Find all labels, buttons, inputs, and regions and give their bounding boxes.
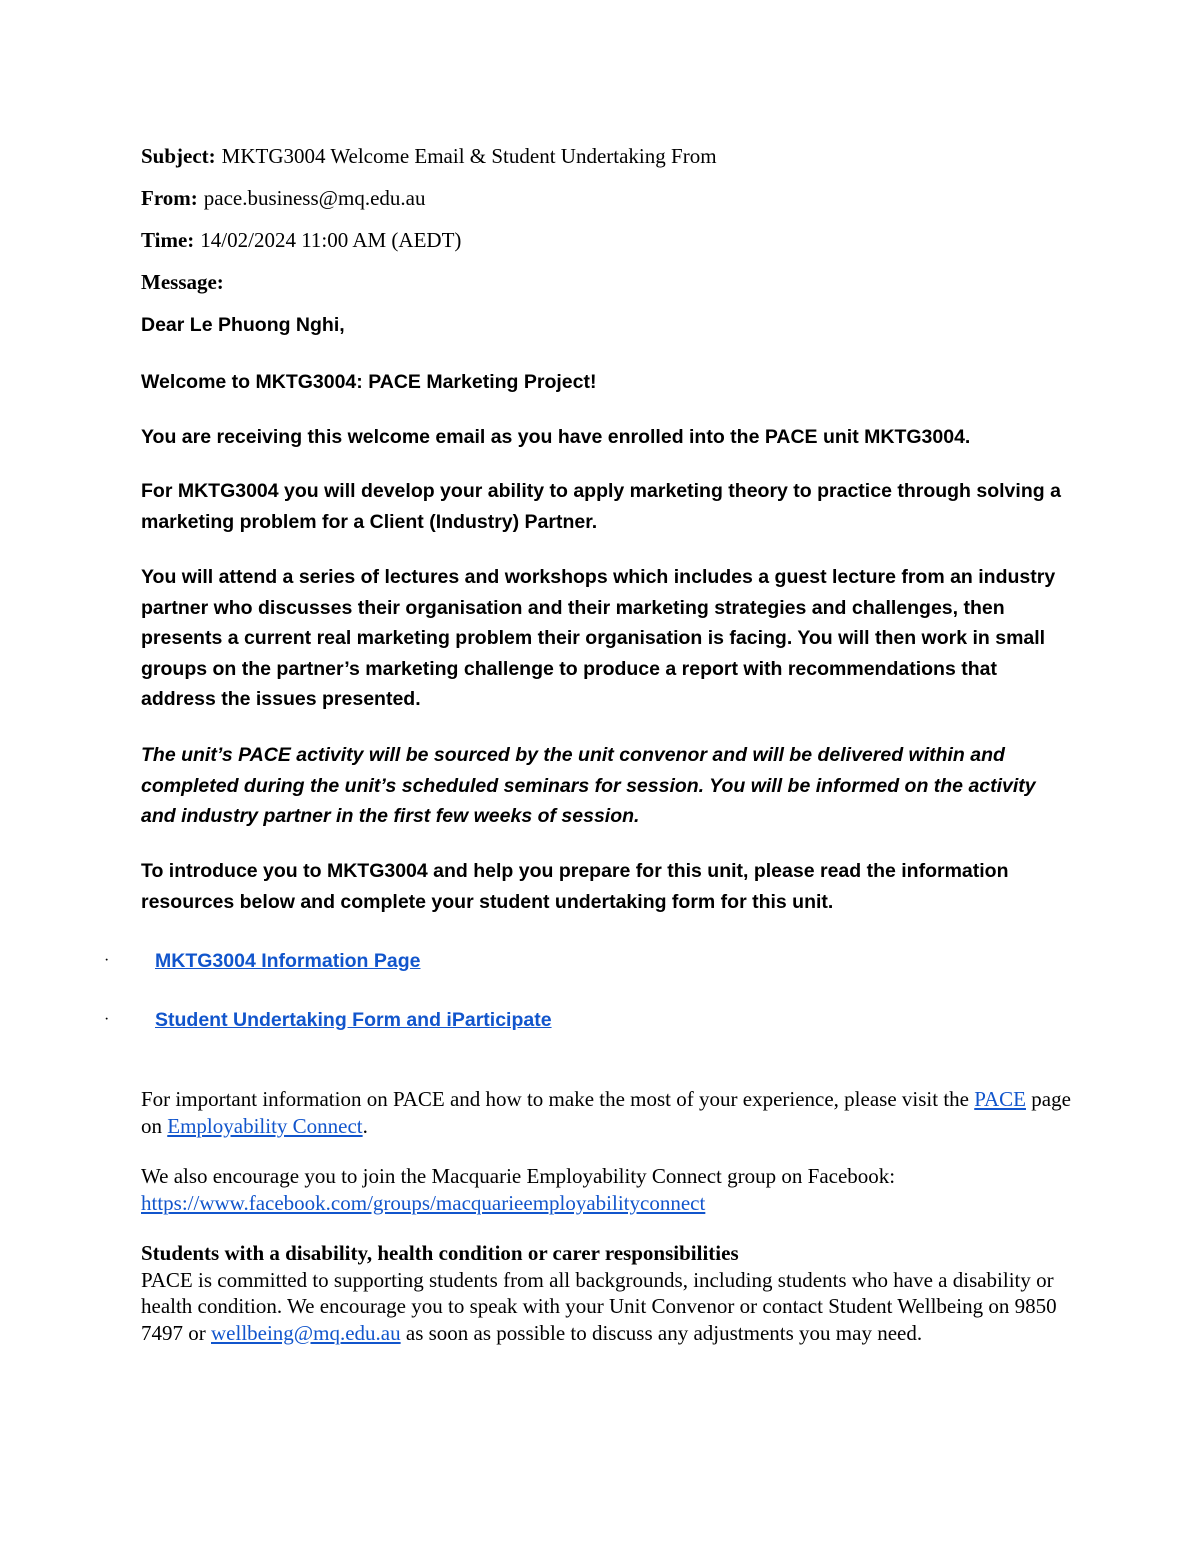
subject-label: Subject:: [141, 144, 216, 168]
bullet-marker: ·: [104, 952, 110, 969]
paragraph-disability: [141, 1240, 1071, 1346]
paragraph-important-info: [141, 1086, 1071, 1139]
employability-connect-link[interactable]: Employability Connect: [167, 1113, 363, 1138]
welcome-line: Welcome to MKTG3004: PACE Marketing Project!: [141, 371, 597, 393]
message-line: [141, 266, 1081, 308]
greeting: Dear Le Phuong Nghi,: [141, 314, 345, 336]
paragraph-activity: The unit’s PACE activity will be sourced by the unit convenor and will be delivered within and completed during the unit’s scheduled seminars for session. You will be informed on the activity and industry partner in the first few weeks of session.: [141, 744, 1036, 827]
time-label: Time:: [141, 228, 195, 252]
subject-line: [141, 140, 1081, 182]
time-value: 14/02/2024 11:00 AM (AEDT): [200, 228, 462, 252]
from-label: From:: [141, 186, 198, 210]
email-header: [141, 140, 1081, 308]
paragraph-introduce: To introduce you to MKTG3004 and help you prepare for this unit, please read the information resources below and complete your student undertaking form for this unit.: [141, 860, 1009, 913]
disability-heading: Students with a disability, health condition or carer responsibilities: [141, 1241, 739, 1265]
undertaking-form-link[interactable]: Student Undertaking Form and iParticipate: [155, 1009, 552, 1031]
time-line: [141, 224, 1081, 266]
paragraph-develop: For MKTG3004 you will develop your ability to apply marketing theory to practice through solving a marketing problem for a Client (Industry) Partner.: [141, 480, 1061, 533]
important-text-end: .: [362, 1113, 368, 1138]
message-label: Message:: [141, 270, 224, 294]
pace-link[interactable]: PACE: [974, 1087, 1026, 1111]
facebook-group-link[interactable]: https://www.facebook.com/groups/macquarieemployabilityconnect: [141, 1190, 706, 1215]
from-line: [141, 182, 1081, 224]
disability-text-start: PACE is committed to supporting students from all backgrounds, including students who have a disability or health condition. We encourage you to speak with your Unit Convenor or contact Student Wellbeing on 9850 7497 or: [141, 1267, 1057, 1345]
paragraph-receiving: You are receiving this welcome email as you have enrolled into the PACE unit MKTG3004.: [141, 426, 971, 448]
paragraph-attend: You will attend a series of lectures and workshops which includes a guest lecture from an industry partner who discusses their organisation and their marketing strategies and challenges, then presents a current real marketing problem their organisation is facing. You will then work in small groups on the partner’s marketing challenge to produce a report with recommendations that address the issues presented.: [141, 566, 1056, 710]
bullet-undertaking-form: [100, 1003, 1000, 1037]
bullet-info-page: [100, 944, 1000, 978]
info-page-link[interactable]: MKTG3004 Information Page: [155, 950, 421, 972]
subject-value: MKTG3004 Welcome Email & Student Undertaking From: [221, 144, 717, 168]
important-text-mid: page on: [141, 1087, 1071, 1138]
disability-text-end: as soon as possible to discuss any adjustments you may need.: [400, 1320, 923, 1345]
bullet-marker: ·: [104, 1011, 110, 1028]
wellbeing-email-link[interactable]: wellbeing@mq.edu.au: [211, 1320, 401, 1345]
facebook-text: We also encourage you to join the Macquarie Employability Connect group on Facebook:: [141, 1164, 896, 1188]
from-value: pace.business@mq.edu.au: [203, 186, 426, 210]
important-text-start: For important information on PACE and how to make the most of your experience, please visit the: [141, 1087, 975, 1111]
paragraph-facebook: [141, 1163, 1071, 1216]
